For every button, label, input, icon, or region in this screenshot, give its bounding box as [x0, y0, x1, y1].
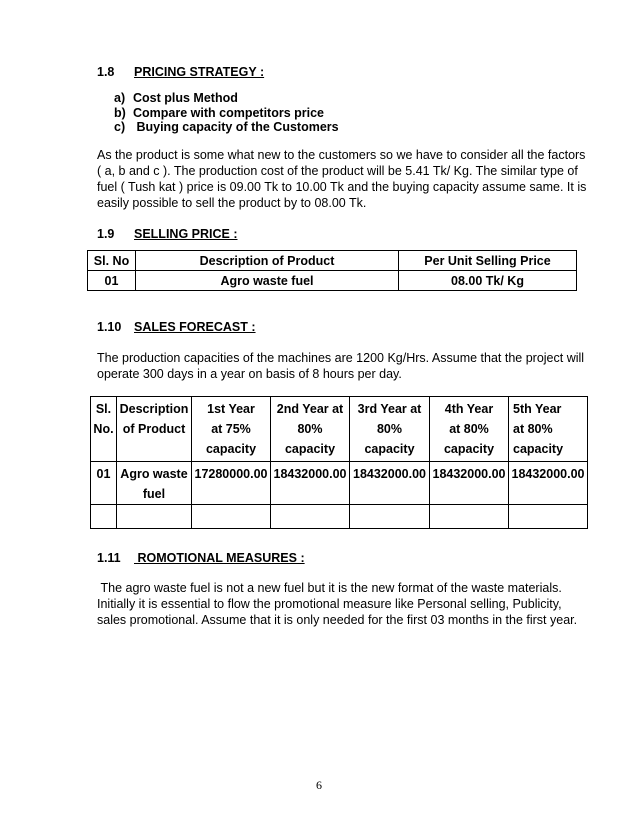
section-title: PRICING STRATEGY : [134, 65, 265, 79]
section-number: 1.9 [97, 227, 115, 241]
table-cell [91, 505, 117, 529]
header-line: capacity [205, 442, 257, 456]
header-line: of Product [122, 422, 186, 436]
header-line: capacity [443, 442, 495, 456]
table-row [88, 271, 577, 291]
section-title: ROMOTIONAL MEASURES : [134, 551, 305, 565]
promotion-paragraph: The agro waste fuel is not a new fuel but it is the new format of the waste materials. Initially it is essential to flow the promotional measure like Personal selling, Publicity, sales promotional. Assume that it is only needed for the first 03 months in the first year. [97, 581, 578, 627]
page-number: 6 [316, 778, 322, 792]
list-item-text: Buying capacity of the Customers [133, 120, 339, 134]
header-line: 3rd Year at [357, 402, 422, 416]
table-cell [430, 505, 509, 529]
cell-line: fuel [142, 487, 166, 501]
cell-line: 18432000.00 [353, 467, 426, 481]
list-marker: c) [114, 120, 126, 134]
table-header-cell [509, 397, 588, 462]
cell-line: 18432000.00 [432, 467, 506, 481]
sales-forecast-table [90, 396, 588, 529]
header-line: Sl. [95, 402, 112, 416]
forecast-paragraph: The production capacities of the machines are 1200 Kg/Hrs. Assume that the project will operate 300 days in a year on basis of 8 hours per day. [97, 351, 585, 381]
header-line: 80% [297, 422, 323, 436]
list-item-text: Cost plus Method [133, 91, 238, 105]
section-heading-promotion [97, 551, 305, 565]
table-cell [430, 462, 509, 505]
table-header-cell [350, 397, 430, 462]
table-header-row [91, 397, 588, 462]
section-title: SALES FORECAST : [134, 320, 256, 334]
table-cell: 08.00 Tk/ Kg [399, 271, 577, 291]
table-cell [509, 462, 588, 505]
list-item [114, 91, 339, 106]
table-header-cell [117, 397, 192, 462]
section-title: SELLING PRICE : [134, 227, 238, 241]
header-line: at 75% [211, 422, 251, 436]
table-header-cell [430, 397, 509, 462]
section-number: 1.11 [97, 551, 121, 565]
table-header-cell [192, 397, 271, 462]
table-cell [192, 462, 271, 505]
table-header-cell [91, 397, 117, 462]
table-cell [271, 462, 350, 505]
table-cell [192, 505, 271, 529]
table-cell [117, 505, 192, 529]
cell-line: 01 [96, 467, 111, 481]
header-line: capacity [513, 442, 564, 456]
header-line: at 80% [449, 422, 489, 436]
header-line: 4th Year [444, 402, 494, 416]
list-item [114, 120, 339, 135]
table-header-cell: Per Unit Selling Price [399, 251, 577, 271]
header-line: No. [93, 422, 114, 436]
cell-line: 18432000.00 [511, 467, 585, 481]
header-line: capacity [364, 442, 415, 456]
table-row-empty [91, 505, 588, 529]
header-line: 80% [376, 422, 403, 436]
header-line: at 80% [513, 422, 553, 436]
section-heading-selling [97, 227, 237, 241]
section-heading-forecast [97, 320, 256, 334]
section-number: 1.8 [97, 65, 115, 79]
header-line: Description [119, 402, 189, 416]
section-number: 1.10 [97, 320, 122, 334]
header-line: 5th Year [513, 402, 562, 416]
header-line: 2nd Year at [276, 402, 344, 416]
table-cell [271, 505, 350, 529]
pricing-paragraph: As the product is some what new to the customers so we have to consider all the factors ( a, b and c ). The production cost of the product will be 5.41 Tk/ Kg. The similar type of fuel ( Tush kat ) price is 09.00 Tk to 10.00 Tk and the buying capacity assume same. It is easily possible to sell the product by to 08.00 Tk. [97, 148, 587, 210]
table-cell [350, 462, 430, 505]
header-line: capacity [284, 442, 336, 456]
table-cell: 01 [88, 271, 136, 291]
table-cell [350, 505, 430, 529]
table-cell: Agro waste fuel [136, 271, 399, 291]
cell-line: 18432000.00 [273, 467, 347, 481]
table-cell [91, 462, 117, 505]
table-cell [117, 462, 192, 505]
table-header-row [88, 251, 577, 271]
table-header-cell: Description of Product [136, 251, 399, 271]
selling-price-table [87, 250, 577, 291]
list-marker: a) [114, 91, 126, 105]
list-item-text: Compare with competitors price [133, 105, 325, 120]
cell-line: Agro waste [120, 467, 188, 481]
pricing-methods-list [114, 91, 339, 135]
list-item [114, 106, 339, 121]
table-header-cell [271, 397, 350, 462]
table-header-cell: Sl. No [88, 251, 136, 271]
header-line: 1st Year [207, 402, 255, 416]
section-heading-pricing [97, 65, 264, 79]
table-cell [509, 505, 588, 529]
list-marker: b) [114, 105, 126, 120]
cell-line: 17280000.00 [194, 467, 268, 481]
table-row [91, 462, 588, 505]
